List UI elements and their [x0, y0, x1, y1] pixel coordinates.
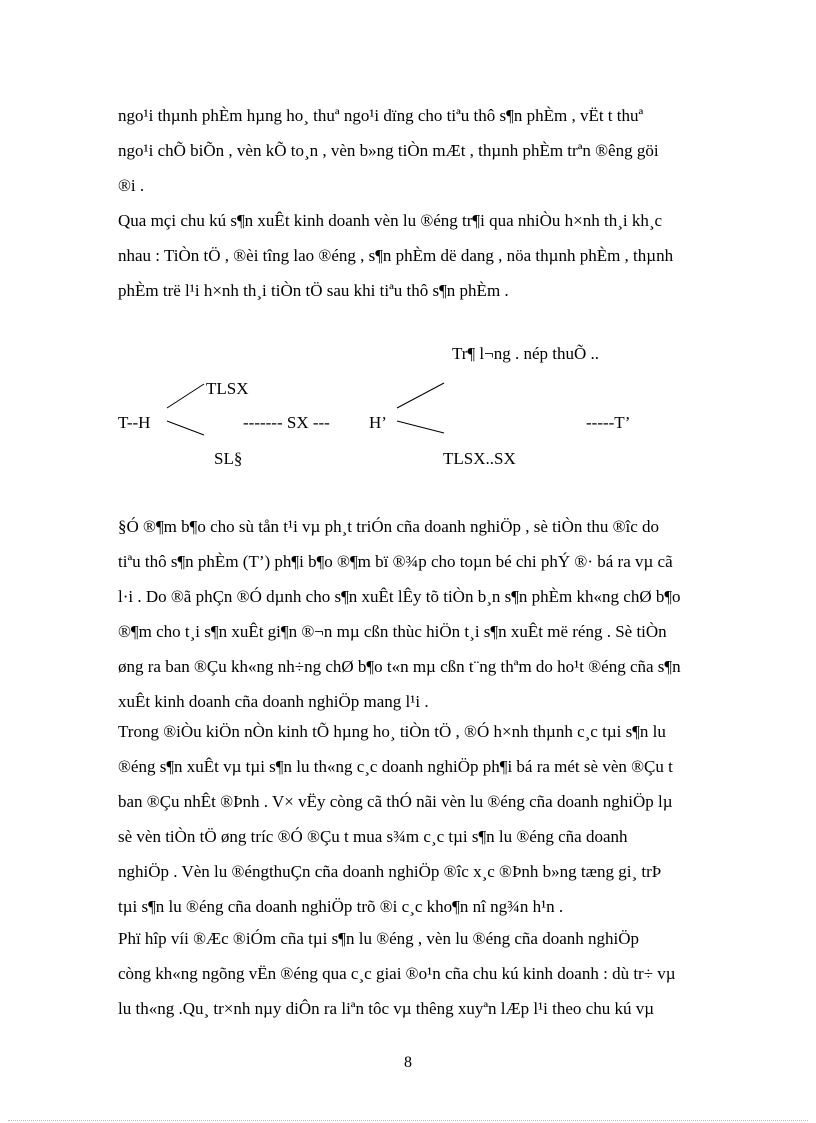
branch-line-up-right	[397, 383, 444, 408]
paragraph-4	[118, 714, 748, 924]
page-bottom-divider	[8, 1120, 808, 1121]
text-line: phÈm trë l¹i h×nh th¸i tiÒn tÖ sau khi tiªu thô s¶n phÈm .	[118, 281, 509, 300]
page-number: 8	[404, 1054, 412, 1071]
text-line: ®¶m cho t¸i s¶n xuÊt gi¶n ®¬n mµ cßn thùc hiÖn t¸i s¶n xuÊt më réng . Sè tiÒn	[118, 622, 667, 641]
text-line: nhau : TiÒn tÖ , ®èi tîng lao ®éng , s¶n phÈm dë dang , nöa thµnh phÈm , thµnh	[118, 246, 674, 265]
text-line: xuÊt kinh doanh cña doanh nghiÖp mang l¹i .	[118, 692, 429, 711]
text-line: l·i . Do ®ã phÇn ®Ó dµnh cho s¶n xuÊt lÊy tõ tiÒn b¸n s¶n phÈm kh«ng chØ b¶o	[118, 587, 681, 606]
diagram-label-t-h: T--H	[118, 413, 151, 432]
text-line: còng kh«ng ngõng vËn ®éng qua c¸c giai ®o¹n cña chu kú kinh doanh : dù tr÷ vµ	[118, 964, 676, 983]
branch-line-up-left	[167, 384, 204, 408]
text-line: Trong ®iÒu kiÖn nÒn kinh tÕ hµng ho¸ tiÒn tÖ , ®Ó h×nh thµnh c¸c tµi s¶n lu	[118, 722, 666, 741]
diagram-label-tlsx: TLSX	[206, 379, 249, 398]
diagram-label-sx: ------- SX ---	[243, 413, 330, 432]
branch-line-down-right	[397, 421, 444, 433]
text-line: sè vèn tiÒn tÖ øng tríc ®Ó ®Çu t mua s¾m c¸c tµi s¶n lu ®éng cña doanh	[118, 827, 628, 846]
diagram-label-tlsx-sx: TLSX..SX	[443, 449, 516, 468]
diagram-label-h-prime: H’	[369, 413, 387, 432]
text-line: ®i .	[118, 176, 145, 195]
text-line: §Ó ®¶m b¶o cho sù tån t¹i vµ ph¸t triÓn cña doanh nghiÖp , sè tiÒn thu ®îc do	[118, 517, 660, 536]
diagram-label-wages-taxes: Tr¶ l¬ng . nép thuÕ ..	[452, 344, 600, 363]
text-line: ®éng s¶n xuÊt vµ tµi s¶n lu th«ng c¸c doanh nghiÖp ph¶i bá ra mét sè vèn ®Çu t	[118, 757, 673, 776]
text-line: nghiÖp . Vèn lu ®éngthuÇn cña doanh nghiÖp ®îc x¸c ®Þnh b»ng tæng gi¸ trÞ	[118, 862, 662, 881]
text-line: Phï hîp víi ®Æc ®iÓm cña tµi s¶n lu ®éng , vèn lu ®éng cña doanh nghiÖp	[118, 929, 640, 948]
text-line: ban ®Çu nhÊt ®Þnh . V× vËy còng cã thÓ nãi vèn lu ®éng cña doanh nghiÖp lµ	[118, 792, 673, 811]
text-line: tiªu thô s¶n phÈm (T’) ph¶i b¶o ®¶m bï ®¾p cho toµn bé chi phÝ ®· bá ra vµ cã	[118, 552, 673, 571]
paragraph-5	[118, 921, 748, 1026]
branch-line-down-left	[167, 421, 204, 435]
text-line: tµi s¶n lu ®éng cña doanh nghiÖp trõ ®i c¸c kho¶n nî ng¾n h¹n .	[118, 897, 564, 916]
text-line: lu th«ng .Qu¸ tr×nh nµy diÔn ra liªn tôc vµ thêng xuyªn lÆp l¹i theo chu kú vµ	[118, 999, 655, 1018]
text-line: ngo¹i thµnh phÈm hµng ho¸ thuª ngo¹i dïng cho tiªu thô s¶n phÈm , vËt t thuª	[118, 106, 644, 125]
text-line: Qua mçi chu kú s¶n xuÊt kinh doanh vèn lu ®éng tr¶i qua nhiÒu h×nh th¸i kh¸c	[118, 211, 663, 230]
diagram-label-t-prime: -----T’	[586, 413, 631, 432]
paragraph-3	[118, 509, 748, 719]
diagram-label-sl: SL§	[214, 449, 243, 468]
text-line: ngo¹i chÕ biÕn , vèn kÕ to¸n , vèn b»ng tiÒn mÆt , thµnh phÈm trªn ®êng göi	[118, 141, 659, 160]
text-line: øng ra ban ®Çu kh«ng nh÷ng chØ b¶o t«n mµ cßn t¨ng thªm do ho¹t ®éng cña s¶n	[118, 657, 681, 676]
